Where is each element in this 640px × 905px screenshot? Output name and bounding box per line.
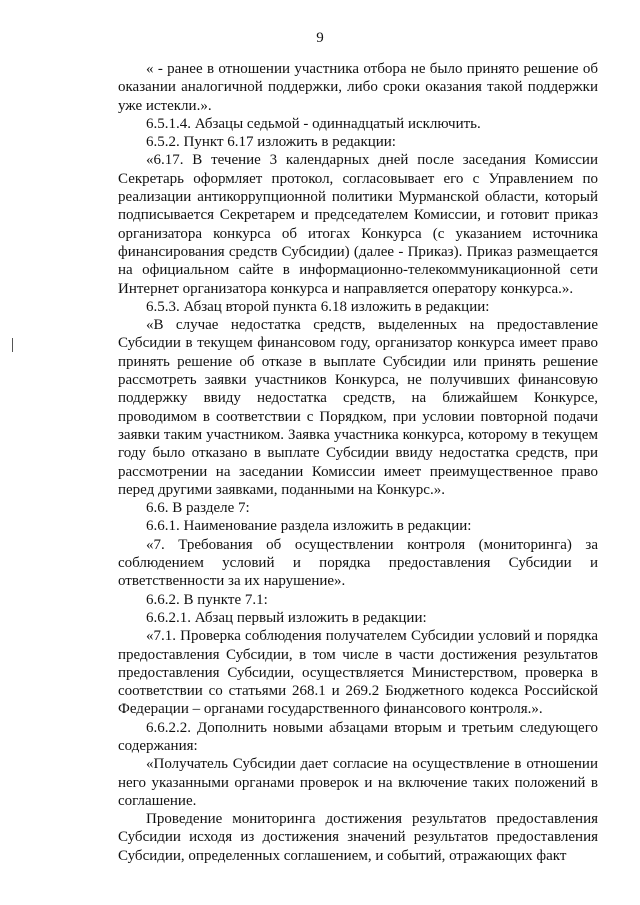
paragraph: «6.17. В течение 3 календарных дней после заседания Комиссии Секретарь оформляет протокол, согласовывает его с Управлением по реализации антикоррупционной политики Мурманской области, который подписывается Секретарем и председателем Комиссии, и готовит приказ организатора конкурса об итогах Конкурса (с указанием источника финансирования средств Субсидии) (далее - Приказ). Приказ размещается на официальном сайте в информационно-телекоммуникационной сети Интернет организатора конкурса и направляется оператору конкурса.». [118, 152, 598, 297]
paragraph: 6.6.2.1. Абзац первый изложить в редакции: [146, 609, 427, 626]
paragraph: 6.6.2.2. Дополнить новыми абзацами вторым и третьим следующего содержания: [118, 719, 598, 754]
paragraph: 6.5.3. Абзац второй пункта 6.18 изложить в редакции: [146, 298, 490, 315]
paragraph: «7. Требования об осуществлении контроля (мониторинга) за соблюдением условий и порядка предоставления Субсидии и ответственности за их нарушение». [118, 536, 598, 590]
margin-mark [12, 338, 13, 352]
document-body [118, 60, 598, 865]
paragraph: « - ранее в отношении участника отбора не было принято решение об оказании аналогичной поддержки, либо сроки оказания такой поддержки уже истекли.». [118, 61, 598, 114]
paragraph: 6.6. В разделе 7: [146, 500, 250, 517]
paragraph: 6.5.2. Пункт 6.17 изложить в редакции: [146, 134, 396, 151]
paragraph: Проведение мониторинга достижения результатов предоставления Субсидии исходя из достижения значений результатов предоставления Субсидии, определенных соглашением, и событий, отражающих факт [118, 811, 598, 864]
paragraph: «Получатель Субсидии дает согласие на осуществление в отношении него указанными органами проверок и на включение таких положений в соглашение. [118, 756, 598, 809]
paragraph: «7.1. Проверка соблюдения получателем Субсидии условий и порядка предоставления Субсидии, в том числе в части достижения результатов предоставления Субсидии, осуществляется Министерством, проверка в соответствии со статьями 268.1 и 269.2 Бюджетного кодекса Российской Федерации – органами государственного финансового контроля.». [118, 628, 598, 718]
paragraph: 6.6.2. В пункте 7.1: [146, 591, 268, 608]
paragraph: «В случае недостатка средств, выделенных на предоставление Субсидии в текущем финансовом году, организатор конкурса имеет право принять решение об отказе в выплате Субсидии или принять решение рассмотреть заявки участников Конкурса, не получивших финансовую поддержку ввиду недостатка средств, на ближайшем Конкурсе, проводимом в соответствии с Порядком, при условии повторной подачи заявки таким участником. Заявка участника конкурса, которому в текущем году было отказано в выплате Субсидии ввиду недостатка средств, при рассмотрении на заседании Комиссии имеет преимущественное право перед другими заявками, поданными на Конкурс.». [118, 317, 598, 498]
paragraph: 6.5.1.4. Абзацы седьмой - одиннадцатый исключить. [146, 115, 481, 132]
paragraph: 6.6.1. Наименование раздела изложить в редакции: [146, 518, 472, 535]
page-number: 9 [316, 30, 324, 46]
